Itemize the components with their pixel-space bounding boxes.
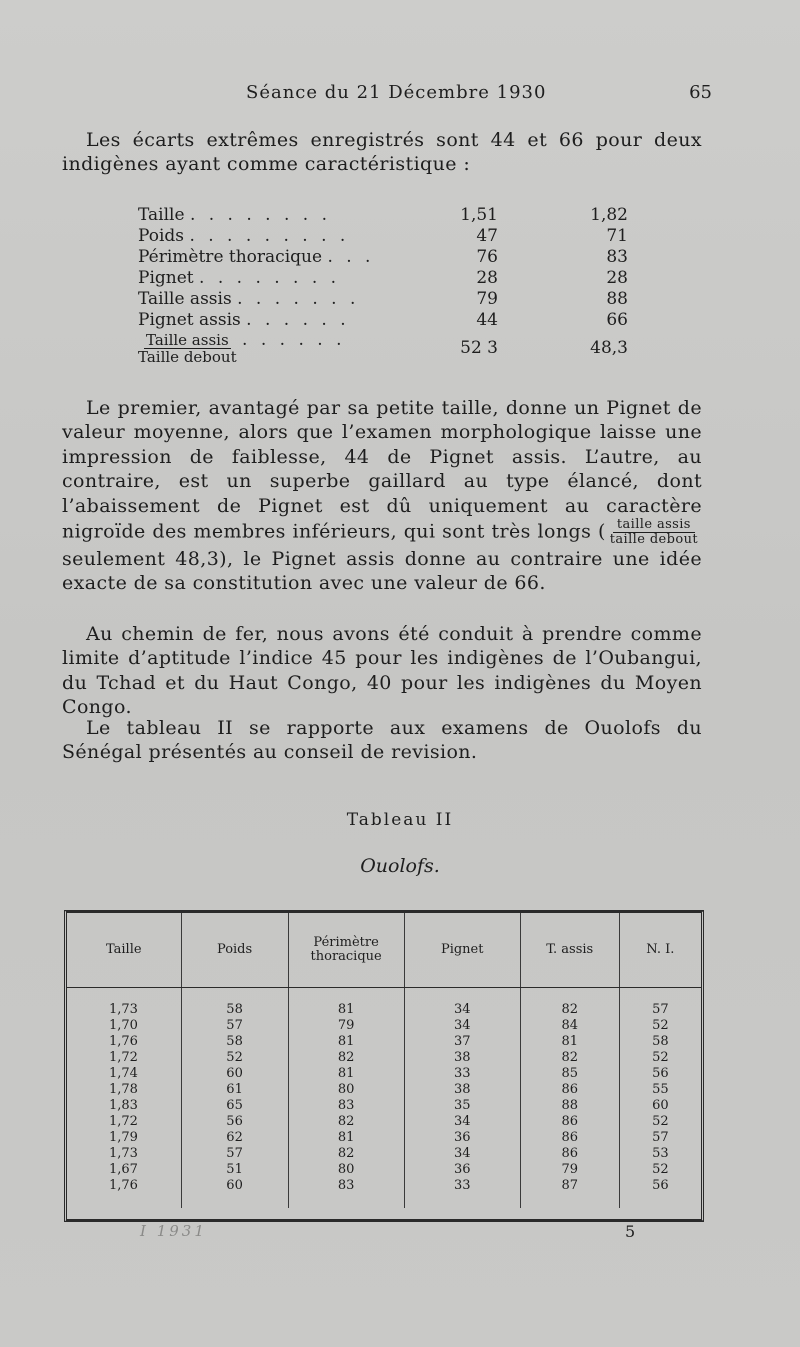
cell-n-i: 52 [652,1114,669,1129]
paragraph-comparison [62,396,702,596]
cell-taille: 1,76 [67,1034,181,1050]
cell-perimetre: 83 [288,1098,404,1114]
cell-n-i: 55 [652,1082,669,1097]
cell-t-assis: 82 [520,1050,619,1066]
running-head [0,82,800,106]
cell-pignet: 36 [404,1162,520,1178]
ouolofs-table [67,913,701,1208]
measure-label [138,309,413,330]
cell-poids: 57 [181,1018,288,1034]
cell-taille: 1,73 [67,1146,181,1162]
cell-taille: 1,78 [67,1082,181,1098]
cell-taille: 1,73 [67,988,181,1019]
measure-name: Taille assis [138,288,232,309]
intro-paragraph [62,128,702,177]
cell-pignet: 38 [404,1050,520,1066]
cell-taille: 1,76 [67,1178,181,1208]
table-row [67,1034,701,1050]
header-taille: Taille [67,913,181,988]
cell-perimetre: 81 [288,988,404,1019]
cell-poids: 62 [181,1130,288,1146]
measure-value-first: 47 [476,225,498,246]
measure-name: Poids [138,225,185,246]
inline-fraction [610,518,698,547]
paragraph3-text: Le tableau II se rapporte aux examens de Ouolofs du Sénégal présentés au conseil de revision. [62,717,702,764]
measures-table [138,204,628,365]
header-pignet: Pignet [404,913,520,988]
page-number: 65 [689,82,712,103]
cell-t-assis: 86 [520,1082,619,1098]
cell-n-i: 52 [652,1050,669,1065]
cell-poids: 65 [181,1098,288,1114]
cell-pignet: 37 [404,1034,520,1050]
table-row [67,1130,701,1146]
cell-pignet: 34 [404,1018,520,1034]
leader-dots: . . . . . . . . . [189,225,350,246]
measure-row [138,309,628,330]
cell-poids: 56 [181,1114,288,1130]
cell-t-assis: 86 [520,1146,619,1162]
paragraph-railway [62,622,702,720]
cell-perimetre: 79 [288,1018,404,1034]
cell-t-assis: 86 [520,1130,619,1146]
header-poids: Poids [181,913,288,988]
table-row [67,988,701,1019]
measure-name: Pignet assis [138,309,241,330]
table-row [67,1162,701,1178]
measure-row [138,225,628,246]
ratio-value-second: 48,3 [590,337,628,358]
measure-name: Périmètre thoracique [138,246,323,267]
cell-t-assis: 84 [520,1018,619,1034]
cell-n-i: 58 [652,1034,669,1049]
measure-value-second: 28 [606,267,628,288]
cell-n-i: 57 [652,1130,669,1145]
measure-row [138,204,628,225]
cell-pignet: 35 [404,1098,520,1114]
cell-perimetre: 83 [288,1178,404,1208]
cell-t-assis: 79 [520,1162,619,1178]
measure-value-second: 66 [606,309,628,330]
table-row [67,1018,701,1034]
cell-taille: 1,79 [67,1130,181,1146]
cell-poids: 60 [181,1178,288,1208]
measure-value-first: 28 [476,267,498,288]
cell-perimetre: 80 [288,1082,404,1098]
cell-poids: 52 [181,1050,288,1066]
cell-t-assis: 81 [520,1034,619,1050]
measure-row [138,288,628,309]
table-row [67,1082,701,1098]
cell-perimetre: 80 [288,1162,404,1178]
cell-t-assis: 85 [520,1066,619,1082]
data-table-frame [64,910,704,1222]
footer-signature: 5 [625,1222,636,1241]
cell-t-assis: 82 [520,988,619,1019]
measure-value-second: 83 [606,246,628,267]
cell-t-assis: 87 [520,1178,619,1208]
cell-t-assis: 88 [520,1098,619,1114]
cell-taille: 1,83 [67,1098,181,1114]
paragraph1-text-a: Le premier, avantagé par sa petite taille, donne un Pignet de valeur moyenne, alors que l’examen morphologique laisse une impression de faiblesse, 44 de Pignet assis. L’autre, au contraire, est un superbe gaillard au type élancé, dont l’abaissement de Pignet est dû uniquement au caractère nigroïde des membres inférieurs, qui sont très longs ( [62,397,702,543]
cell-pignet: 38 [404,1082,520,1098]
leader-dots: . . . . . . . . [189,204,331,225]
cell-n-i: 60 [652,1098,669,1113]
cell-n-i: 53 [652,1146,669,1161]
cell-taille: 1,67 [67,1162,181,1178]
cell-perimetre: 81 [288,1130,404,1146]
measure-label [138,204,413,225]
measure-value-first: 79 [476,288,498,309]
header-perimetre: Périmètre thoracique [288,913,404,988]
cell-taille: 1,74 [67,1066,181,1082]
cell-pignet: 36 [404,1130,520,1146]
measure-label [138,288,413,309]
measure-value-second: 1,82 [590,204,628,225]
cell-pignet: 34 [404,1146,520,1162]
measure-label [138,225,413,246]
cell-n-i: 56 [652,1066,669,1081]
cell-perimetre: 82 [288,1050,404,1066]
measure-value-second: 71 [606,225,628,246]
ratio-numerator: Taille assis [145,331,229,349]
footer-left: I 1931 [140,1222,207,1240]
cell-poids: 58 [181,988,288,1019]
table-row [67,1114,701,1130]
leader-dots: . . . . . . [242,330,346,350]
ratio-denominator: Taille debout [138,348,237,366]
cell-pignet: 33 [404,1178,520,1208]
ratio-row [138,330,628,365]
header-t-assis: T. assis [520,913,619,988]
cell-pignet: 34 [404,1114,520,1130]
cell-poids: 60 [181,1066,288,1082]
cell-n-i: 52 [652,1018,669,1033]
cell-taille: 1,70 [67,1018,181,1034]
table-row [67,1098,701,1114]
cell-poids: 61 [181,1082,288,1098]
ratio-label [138,330,413,365]
table-row [67,1050,701,1066]
cell-perimetre: 81 [288,1034,404,1050]
measure-value-first: 44 [476,309,498,330]
measure-row [138,267,628,288]
leader-dots: . . . . . . . . [199,267,341,288]
cell-n-i: 52 [652,1162,669,1177]
leader-dots: . . . [327,246,375,267]
table-header-row [67,913,701,988]
running-head-title: Séance du 21 Décembre 1930 [246,82,547,103]
cell-pignet: 34 [404,988,520,1019]
cell-poids: 58 [181,1034,288,1050]
cell-pignet: 33 [404,1066,520,1082]
table-row [67,1066,701,1082]
cell-n-i: 56 [652,1178,669,1193]
measure-name: Taille [138,204,185,225]
paragraph-table-intro [62,716,702,765]
cell-taille: 1,72 [67,1114,181,1130]
measure-value-first: 76 [476,246,498,267]
cell-poids: 57 [181,1146,288,1162]
cell-taille: 1,72 [67,1050,181,1066]
inline-fraction-denominator: taille debout [609,532,698,548]
measure-row [138,246,628,267]
leader-dots: . . . . . . [246,309,350,330]
paragraph1-text-b: seulement 48,3), le Pignet assis donne au contraire une idée exacte de sa constitution avec une valeur de 66. [62,548,702,595]
intro-text: Les écarts extrêmes enregistrés sont 44 et 66 pour deux indigènes ayant comme caractéristique : [62,129,702,176]
cell-poids: 51 [181,1162,288,1178]
ratio-fraction [138,332,237,365]
measure-name: Pignet [138,267,194,288]
table-row [67,1146,701,1162]
cell-perimetre: 82 [288,1146,404,1162]
header-n-i: N. I. [619,913,701,988]
cell-perimetre: 81 [288,1066,404,1082]
table-subtitle: Ouolofs. [360,855,440,877]
cell-t-assis: 86 [520,1114,619,1130]
cell-n-i: 57 [652,1002,669,1017]
measure-label [138,246,413,267]
table-row [67,1178,701,1208]
paragraph2-text: Au chemin de fer, nous avons été conduit à prendre comme limite d’aptitude l’indice 45 pour les indigènes de l’Oubangui, du Tchad et du Haut Congo, 40 pour les indigènes du Moyen Congo. [62,623,702,719]
inline-fraction-numerator: taille assis [613,518,695,533]
table-title: Tableau II [346,810,454,830]
leader-dots: . . . . . . . [237,288,360,309]
measure-value-first: 1,51 [460,204,498,225]
cell-perimetre: 82 [288,1114,404,1130]
measure-label [138,267,413,288]
measure-value-second: 88 [606,288,628,309]
ratio-value-first: 52 3 [460,337,498,358]
